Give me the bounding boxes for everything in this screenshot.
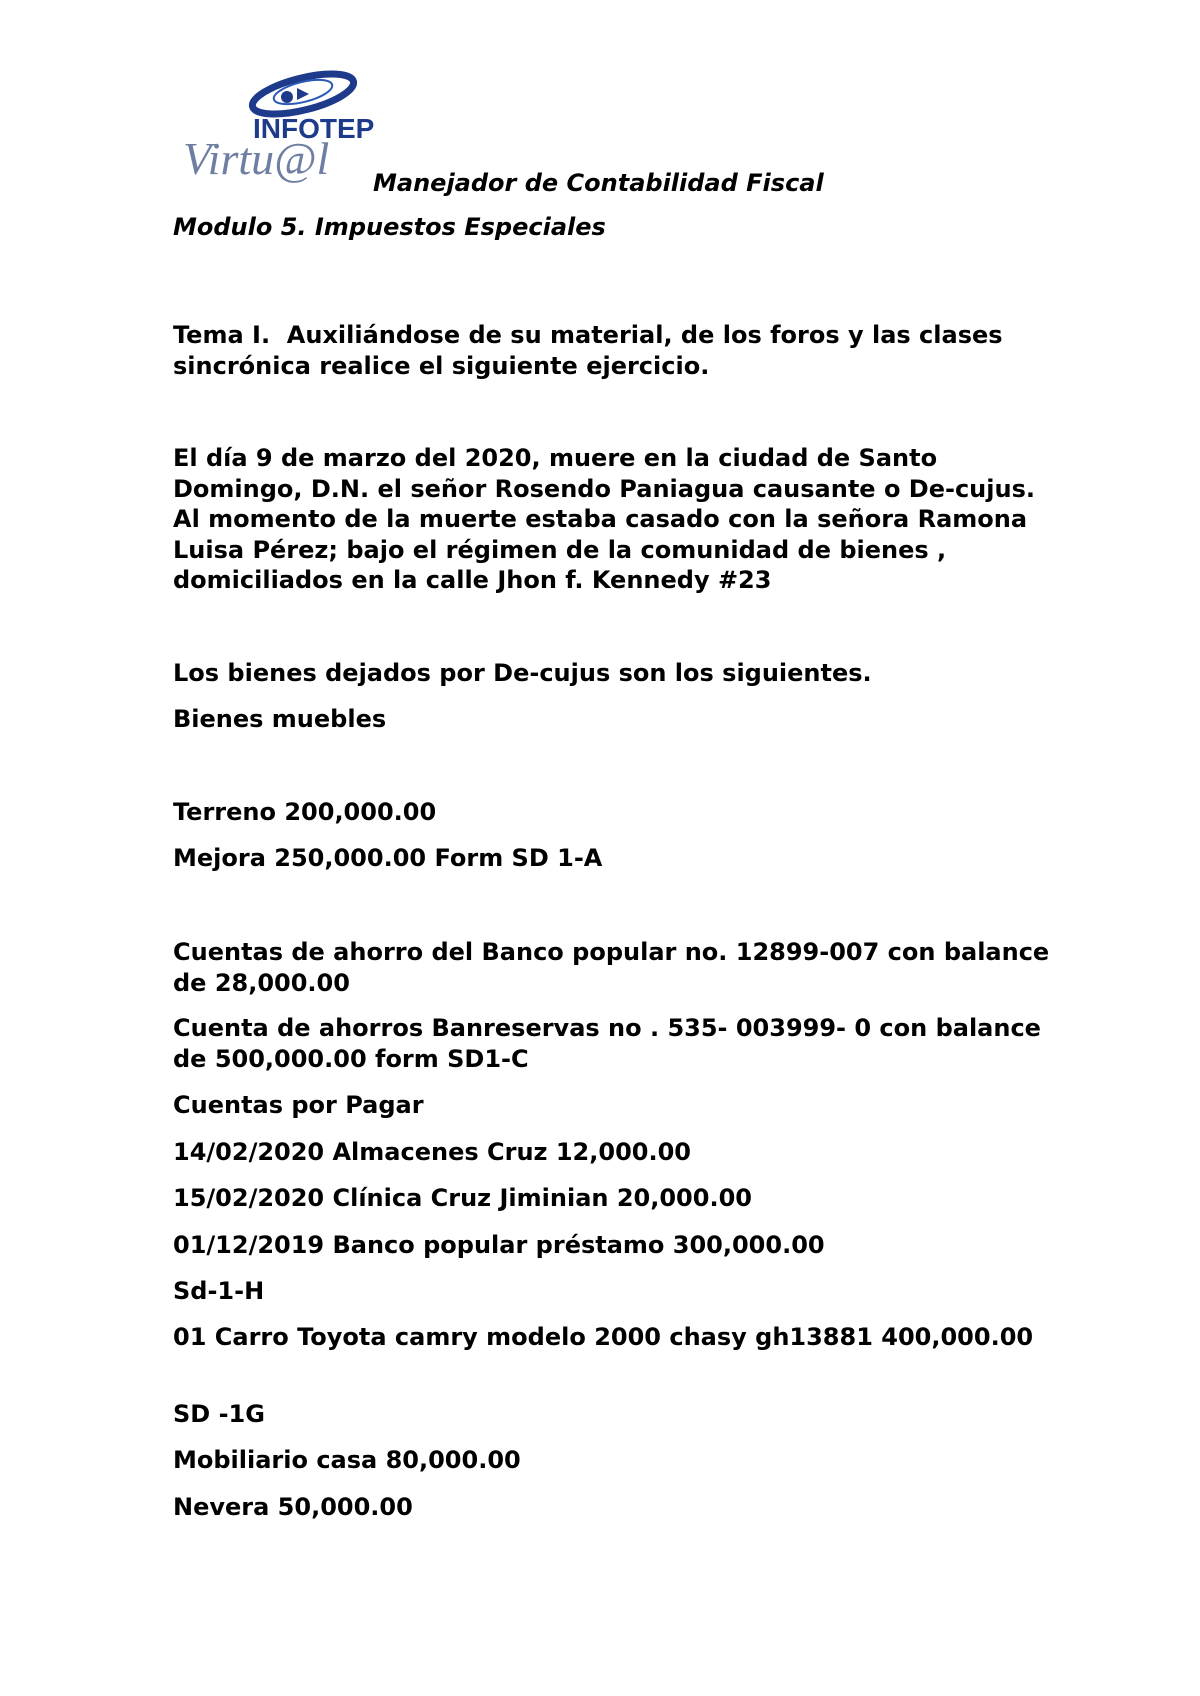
asset-mobiliario: Mobiliario casa 80,000.00 xyxy=(173,1446,521,1474)
asset-mejora: Mejora 250,000.00 Form SD 1-A xyxy=(173,844,603,872)
debt-almacenes: 14/02/2020 Almacenes Cruz 12,000.00 xyxy=(173,1138,691,1166)
asset-terreno: Terreno 200,000.00 xyxy=(173,798,437,826)
tema-paragraph: Tema I. Auxiliándose de su material, de los foros y las clases sincrónica realice el siguiente ejercicio. xyxy=(173,321,1011,380)
form-sd1g: SD -1G xyxy=(173,1400,265,1428)
module-heading: Modulo 5. Impuestos Especiales xyxy=(173,213,606,241)
asset-carro: 01 Carro Toyota camry modelo 2000 chasy gh13881 400,000.00 xyxy=(173,1323,1034,1351)
asset-cuenta-banreservas: Cuenta de ahorros Banreservas no . 535- 003999- 0 con balance de 500,000.00 form SD1-C xyxy=(173,1014,1050,1073)
case-paragraph: El día 9 de marzo del 2020, muere en la ciudad de Santo Domingo, D.N. el señor Rosendo Paniagua causante o De-cujus. Al momento de la muerte estaba casado con la señora Ramona Luisa Pérez; bajo el régimen de la comunidad de bienes , domiciliados en la calle Jhon f. Kennedy #23 xyxy=(173,444,1044,594)
debt-clinica: 15/02/2020 Clínica Cruz Jiminian 20,000.00 xyxy=(173,1184,752,1212)
debt-prestamo: 01/12/2019 Banco popular préstamo 300,000.00 xyxy=(173,1231,825,1259)
assets-intro: Los bienes dejados por De-cujus son los siguientes. xyxy=(173,659,872,687)
logo-brand-text: INFOTEP xyxy=(253,113,375,144)
asset-cuenta-popular: Cuentas de ahorro del Banco popular no. 12899-007 con balance de 28,000.00 xyxy=(173,938,1058,997)
asset-nevera: Nevera 50,000.00 xyxy=(173,1493,413,1521)
form-sd1h: Sd-1-H xyxy=(173,1277,265,1305)
cuentas-por-pagar-heading: Cuentas por Pagar xyxy=(173,1091,424,1119)
document-title: Manejador de Contabilidad Fiscal xyxy=(373,169,824,197)
bienes-muebles-heading: Bienes muebles xyxy=(173,705,387,733)
infotep-virtual-logo xyxy=(175,66,390,184)
logo-script-text: Virtu@l xyxy=(183,133,330,184)
